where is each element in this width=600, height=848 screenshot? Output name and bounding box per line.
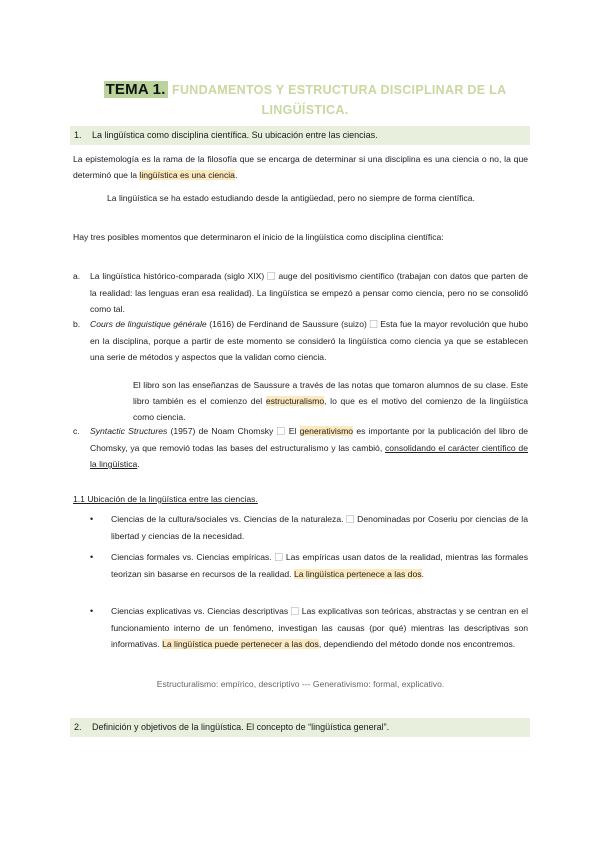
bullet-end: . — [421, 569, 424, 579]
moment-c-pre: El — [285, 426, 300, 436]
moment-b-label: b. — [73, 319, 81, 329]
moment-a-label: a. — [73, 271, 81, 281]
section1-number: 1. — [74, 130, 82, 140]
moment-c-rest: es importante por la publicación del libro de Chomsky, ya que removió todas las bases del estructuralismo y las cambió, — [90, 426, 529, 453]
section1-heading — [70, 126, 530, 145]
bullet-item — [111, 511, 528, 544]
moment-c-end: . — [137, 459, 140, 469]
generativismo-highlight: generativismo — [299, 426, 354, 436]
bullet-item — [111, 603, 528, 652]
arrow-icon: ⃞ — [276, 427, 286, 436]
bullet-end: , dependiendo del método donde nos encontremos. — [318, 639, 516, 649]
note-antiguedad: La lingüística se ha estado estudiando desde la antigüedad, pero no siempre de forma científica. — [107, 193, 475, 203]
section1-heading-text: La lingüística como disciplina científica. Su ubicación entre las ciencias. — [92, 130, 378, 140]
moment-b-rest: Esta fue la mayor revolución que hubo en la disciplina, porque a partir de este momento se consideró la lingüística como ciencia ya que se establecen una serie de métodos y aspectos que la validan como ciencia. — [90, 319, 528, 362]
arrow-icon: ⃞ — [369, 320, 378, 329]
moment-c — [90, 423, 528, 472]
moment-a-rest: auge del positivismo científico (trabajan con datos que parten de la realidad: las lenguas eran esa realidad). La lingüística se empezó a pensar como ciencia, pero no se consolidó como tal. — [90, 271, 528, 314]
bullet-highlight: La lingüística pertenece a las dos — [293, 569, 422, 579]
bullet-rest: Denominadas por Coseriu por ciencias de la libertad y ciencias de la necesidad. — [111, 514, 528, 541]
bullet-symbol: • — [90, 552, 94, 562]
section2-number: 2. — [74, 722, 82, 732]
intro-highlight: lingüística es una ciencia — [139, 170, 235, 180]
moment-b — [90, 316, 528, 365]
arrow-icon: ⃞ — [290, 607, 300, 616]
title-line2: LINGÜÍSTICA. — [261, 103, 349, 117]
bullet-rest: Las explicativas son teóricas, abstractas y se centran en el funcionamiento interno de un fenómeno, investigan las causas (por qué) mientras las descriptivas son informativas. — [111, 606, 528, 649]
bullet-highlight: La lingüística puede pertenecer a las dos — [162, 639, 319, 649]
summary-line: Estructuralismo: empírico, descriptivo --- Generativismo: formal, explicativo. — [156, 679, 445, 689]
arrow-icon: ⃞ — [267, 272, 276, 281]
moment-a-text: La lingüística histórico-comparada (siglo XIX) — [90, 271, 268, 281]
moment-b-note-end: , lo que es el motivo del comienzo de la lingüística como ciencia. — [133, 396, 528, 422]
moment-b-note-text: El libro son las enseñanzas de Saussure a través de las notas que tomaron alumnos de su clase. Este libro también es el comienzo del — [133, 380, 528, 406]
bullet-text: Ciencias de la cultura/sociales vs. Ciencias de la naturaleza. — [111, 514, 347, 524]
moment-b-title: Cours de linguistique générale — [90, 319, 207, 329]
moment-c-title: Syntactic Structures — [90, 426, 168, 436]
intro-text: La epistemología es la rama de la filosofía que se encarga de determinar si una disciplina es una ciencia o no, la que determinó que la — [73, 154, 528, 180]
arrow-icon: ⃞ — [274, 553, 283, 562]
bullet-text: Ciencias formales vs. Ciencias empíricas. — [111, 552, 275, 562]
section2-heading — [70, 718, 530, 737]
moment-c-text: (1957) de Noam Chomsky — [167, 426, 277, 436]
intro-paragraph — [73, 151, 528, 183]
subsection-heading: 1.1 Ubicación de la lingüística entre las ciencias. — [73, 494, 258, 504]
bullet-symbol: • — [90, 606, 94, 616]
moments-intro: Hay tres posibles momentos que determinaron el inicio de la lingüística como disciplina científica: — [73, 232, 444, 242]
moment-c-underlined: consolidando el carácter científico de la lingüística — [90, 443, 528, 469]
moment-a — [90, 268, 528, 317]
document-title — [70, 80, 540, 120]
moment-b-text: (1616) de Ferdinand de Saussure (suizo) — [206, 319, 370, 329]
bullet-symbol: • — [90, 514, 94, 524]
moment-c-label: c. — [73, 426, 80, 436]
moment-b-note — [133, 377, 528, 425]
intro-end: . — [234, 170, 238, 180]
title-tema: TEMA 1. — [105, 81, 166, 98]
section2-heading-text: Definición y objetivos de la lingüística. El concepto de “lingüística general”. — [92, 722, 390, 732]
arrow-icon: ⃞ — [346, 515, 355, 524]
bullet-rest: Las empíricas usan datos de la realidad, mientras las formales teorizan sin basarse en recursos de la realidad. — [111, 552, 529, 579]
bullet-text: Ciencias explicativas vs. Ciencias descriptivas — [111, 606, 291, 616]
title-line1: FUNDAMENTOS Y ESTRUCTURA DISCIPLINAR DE LA — [172, 83, 507, 97]
bullet-item — [111, 549, 528, 582]
estructuralismo-highlight: estructuralismo — [265, 396, 325, 406]
